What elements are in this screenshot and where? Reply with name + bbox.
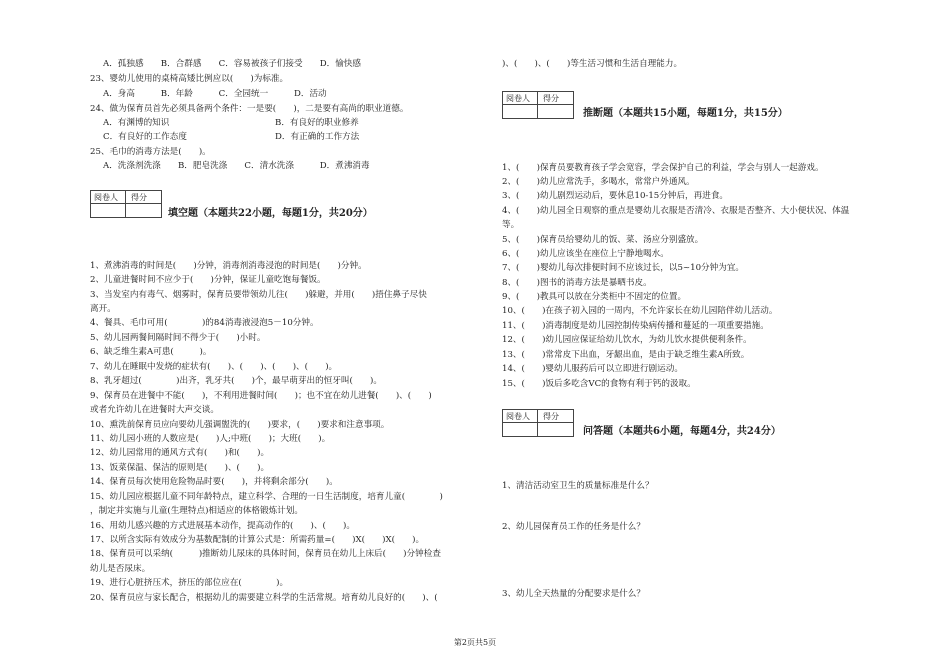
fill-question-5: 5、幼儿园两餐间隔时间不得少于( )小时。 xyxy=(90,333,266,343)
grader-label: 阅卷人 xyxy=(506,412,530,421)
fill-question-16: 16、用幼儿感兴趣的方式进展基本动作，提高动作的( )、( )。 xyxy=(90,521,355,531)
grader-label: 阅卷人 xyxy=(506,94,530,103)
question-25: 25、毛巾的消毒方法是( )。 xyxy=(90,147,211,157)
fill-question-17: 17、以所含实际有效成分为基数配制的计算公式是：所需药量=( )X( )X( )。 xyxy=(90,535,425,545)
question-23: 23、婴幼儿使用的桌椅高矮比例应以( )为标准。 xyxy=(90,74,289,84)
question-24: 24、做为保育员首先必须具备两个条件：一是要( )，二是要有高尚的职业道德。 xyxy=(90,104,409,114)
fill-question-6: 6、缺乏维生素A可患( )。 xyxy=(90,347,212,357)
judge-question-1: 1、( )保育员要教育孩子学会宽容，学会保护自己的利益，学会与别人一起游戏。 xyxy=(502,163,824,173)
fill-question-14: 14、保育员每次使用危险物品时要( )，并将剩余部分( )。 xyxy=(90,477,338,487)
qa-section-title: 问答题（本题共6小题，每题4分，共24分） xyxy=(583,426,781,437)
question-22-options: A．孤独感 B．合群感 C．容易被孩子们接受 D．愉快感 xyxy=(103,59,362,69)
divider xyxy=(503,104,573,105)
question-24-option-a: A．有渊博的知识 xyxy=(103,118,170,128)
fill-question-1: 1、煮沸消毒的时间是( )分钟，消毒剂消毒浸泡的时间是( )分钟。 xyxy=(90,261,367,271)
fill-question-11: 11、幼儿园小班的人数应是( )人;中班( )；大班( )。 xyxy=(90,434,331,444)
fill-question-19: 19、进行心脏挤压术，挤压的部位应在( )。 xyxy=(90,578,289,588)
fill-question-15-cont: ，制定并实施与儿童(生理特点)相适应的体格锻炼计划。 xyxy=(90,506,303,516)
fill-question-3: 3、当发室内有毒气、烟雾时，保育员要带领幼儿往( )躲避，并用( )捂住鼻子尽快 xyxy=(90,290,427,300)
question-24-option-d: D．有正确的工作方法 xyxy=(275,132,360,142)
fill-question-8: 8、乳牙超过( )出齐，乳牙共( )个，最早萌芽出的恒牙叫( )。 xyxy=(90,376,382,386)
judge-question-12: 12、( )幼儿园应保证给幼儿饮水，为幼儿饮水提供便利条件。 xyxy=(502,335,752,345)
fill-question-15: 15、幼儿园应根据儿童不同年龄特点，建立科学、合理的一日生活制度，培育儿童( ) xyxy=(90,492,443,502)
judge-question-5: 5、( )保育员给婴幼儿的饭、菜、汤应分别盛放。 xyxy=(502,235,704,245)
divider xyxy=(503,422,573,423)
fill-question-7: 7、幼儿在睡眠中发烧的症状有( )、( )、( )、( )。 xyxy=(90,362,338,372)
divider xyxy=(91,203,161,204)
grader-score-box xyxy=(502,91,574,119)
fill-question-3-cont: 离开。 xyxy=(90,304,116,314)
fill-question-12: 12、幼儿园常用的通风方式有( )和( )。 xyxy=(90,448,270,458)
judge-question-4: 4、( )幼儿园全日观察的重点是婴幼儿衣服是否清冷、衣服是否整齐、大小便状况、体温 xyxy=(502,206,850,216)
page-footer: 第2页共5页 xyxy=(453,638,497,647)
fill-question-18-cont: 幼儿是否尿床。 xyxy=(90,564,151,574)
question-23-options: A．身高 B．年龄 C．全园统一 D．活动 xyxy=(103,89,327,99)
judge-question-2: 2、( )幼儿应常洗手，多喝水，常常户外通风。 xyxy=(502,177,695,187)
fill-question-13: 13、饭菜保温、保洁的原则是( )、( )。 xyxy=(90,463,270,473)
judge-question-8: 8、( )图书的消毒方法是暴晒书皮。 xyxy=(502,278,652,288)
grader-score-box xyxy=(90,190,162,218)
qa-question-1: 1、清洁活动室卫生的质量标准是什么？ xyxy=(502,481,654,491)
divider xyxy=(537,410,538,436)
qa-question-3: 3、幼儿全天热量的分配要求是什么？ xyxy=(502,589,645,599)
grader-score-box xyxy=(502,409,574,437)
judge-question-15: 15、( )饭后多吃含VC的食物有利于钙的汲取。 xyxy=(502,379,696,389)
judgement-section-title: 推断题（本题共15小题，每题1分，共15分） xyxy=(583,108,788,119)
score-label: 得分 xyxy=(131,193,147,202)
question-24-option-b: B．有良好的职业修养 xyxy=(275,118,359,128)
fill-question-9-cont: 或者允许幼儿在进餐时大声交谈。 xyxy=(90,405,219,415)
fill-question-20: 20、保育员应与家长配合，根据幼儿的需要建立科学的生活常规。培育幼儿良好的( )、( xyxy=(90,593,438,603)
score-label: 得分 xyxy=(543,94,559,103)
fill-question-2: 2、儿童进餐时间不应少于( )分钟，保证儿童吃饱每餐饭。 xyxy=(90,275,326,285)
judge-question-11: 11、( )消毒制度是幼儿园控制传染病传播和蔓延的一项重要措施。 xyxy=(502,321,769,331)
judge-question-3: 3、( )幼儿剧烈运动后，要休息10-15分钟后，再进食。 xyxy=(502,191,729,201)
judge-question-9: 9、( )教具可以放在分类柜中不固定的位置。 xyxy=(502,292,687,302)
fill-question-10: 10、熏洗前保育员应向要幼儿强调盥洗的( )要求，( )要求和注意事项。 xyxy=(90,420,390,430)
divider xyxy=(537,92,538,118)
fill-in-section-title: 填空题（本题共22小题，每题1分，共20分） xyxy=(168,208,373,219)
judge-question-10: 10、( )在孩子初入园的一周内，不允许家长在幼儿园陪伴幼儿活动。 xyxy=(502,306,778,316)
judge-question-14: 14、( )婴幼儿服药后可以立即进行剧运动。 xyxy=(502,364,683,374)
score-label: 得分 xyxy=(543,412,559,421)
judge-question-13: 13、( )常常皮下出血，牙龈出血，是由于缺乏维生素A所致。 xyxy=(502,350,750,360)
judge-question-6: 6、( )幼儿应该坐在座位上宁静地喝水。 xyxy=(502,249,669,259)
fill-question-20-cont: )、( )、( )等生活习惯和生活自理能力。 xyxy=(502,59,683,69)
question-24-option-c: C．有良好的工作态度 xyxy=(103,132,187,142)
fill-question-4: 4、餐具、毛巾可用( )的84消毒液浸泡5－10分钟。 xyxy=(90,318,319,328)
judge-question-7: 7、( )婴幼儿每次排便时间不应该过长，以5~10分钟为宜。 xyxy=(502,263,745,273)
qa-question-2: 2、幼儿园保育员工作的任务是什么？ xyxy=(502,522,645,532)
fill-question-18: 18、保育员可以采纳( )推断幼儿尿床的具体时间，保育员在幼儿上床后( )分钟检查 xyxy=(90,549,441,559)
grader-label: 阅卷人 xyxy=(94,193,118,202)
question-25-options: A．洗涤剂洗涤 B．肥皂洗涤 C．清水洗涤 D．煮沸消毒 xyxy=(103,161,370,171)
fill-question-9: 9、保育员在进餐中不能( )，不利用进餐时间( )；也不宜在幼儿进餐( )、( ) xyxy=(90,391,432,401)
divider xyxy=(125,191,126,217)
judge-question-4-cont: 等。 xyxy=(502,220,520,230)
